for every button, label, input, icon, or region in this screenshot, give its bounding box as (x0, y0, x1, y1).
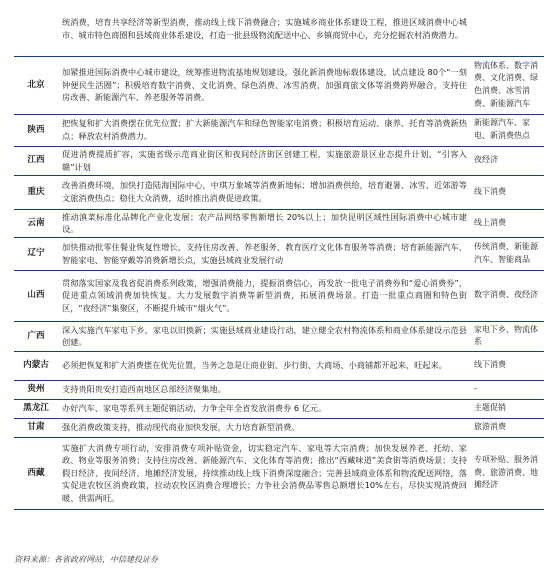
region-cell: 内蒙古 (14, 351, 58, 380)
measure-cell: 强化消费政策支持，推动现代商业加快发展，大力培育新型消费。 (58, 418, 470, 437)
measure-cell: 改善消费环境，加快打造陆海国际中心，中琪万象城等消费新地标；增加消费供给，培育避暑、冰雪、近郊游等文旅消费热点；稳住大众消费，适时推出消费促进政策。 (58, 175, 470, 209)
region-cell: 西藏 (14, 437, 58, 509)
measure-cell: 必须把恢复和扩大消费摆在优先位置，当务之急是让商业街、步行街、大商场、小商铺都开起来、旺起来。 (58, 351, 470, 380)
measure-cell: 实施扩大消费专项行动，安排消费专项补贴资金，切实稳定汽车、家电等大宗消费；加快发展养老、托幼、家政、物业等服务消费；支持住房改善、新能源汽车、文化体育等消费；推出“西藏味道”美食街等消费场景；支持假日经济、夜间经济、地摊经济发展，持续推动线上线下消费深度融合；完善县域商业体系和物流配送网络，落实促进农牧区消费政策，拉动农牧区消费合理增长；力争社会消费品零售总额增长10%左右，尽快实现消费回暖、供需两旺。 (58, 437, 470, 509)
table-row (14, 399, 544, 418)
focus-cell: 主题促销 (470, 399, 544, 418)
measure-cell: 办好汽车、家电等系列主题促销活动，力争全年全省发放消费券 6 亿元。 (58, 399, 470, 418)
focus-cell: 新能源汽车、家电、新消费热点 (470, 114, 544, 146)
measure-cell: 深入实施汽车家电下乡，家电以旧换新；实施县域商业建设行动，建立健全农村物流体系和商业体系建设示范县创建。 (58, 321, 470, 351)
region-cell: 山西 (14, 270, 58, 321)
table-row (14, 209, 544, 237)
region-cell: 北京 (14, 56, 58, 114)
table-row (14, 418, 544, 437)
table-row (14, 114, 544, 146)
region-cell: 甘肃 (14, 418, 58, 437)
region-cell (14, 2, 58, 56)
measure-cell: 促进消费提质扩容，实施省级示范商业街区和夜间经济街区创建工程，实施旅游景区业态提升计划、“引客入赣”计划 (58, 146, 470, 175)
focus-cell: 旅游消费 (470, 418, 544, 437)
table-row (14, 380, 544, 399)
focus-cell: 线上消费 (470, 209, 544, 237)
table-row (14, 437, 544, 509)
focus-cell: 家电下乡、物流体系 (470, 321, 544, 351)
focus-cell: - (470, 380, 544, 399)
focus-cell (470, 2, 544, 56)
measure-cell: 推动滇菜标准化品牌化产业化发展；农产品网络零售额增长 20%以上；加快昆明区域性国际消费中心城市建设。 (58, 209, 470, 237)
focus-cell: 传统消费、新能源汽车、智能商品 (470, 237, 544, 270)
region-cell: 黑龙江 (14, 399, 58, 418)
region-cell: 贵州 (14, 380, 58, 399)
region-cell: 重庆 (14, 175, 58, 209)
table-row (14, 56, 544, 114)
table-row (14, 146, 544, 175)
region-cell: 江西 (14, 146, 58, 175)
table-row (14, 2, 544, 56)
measure-cell: 加紧推进国际消费中心城市建设，统筹推进物流基地规划建设，强化新消费地标载体建设，试点建设 80个“一刻钟便民生活圈”；积极培育数字消费、文化消费、绿色消费、冰雪消费，加强商旅文体等消费跨界融合，支持住房改善、新能源汽车、养老服务等消费。 (58, 56, 470, 114)
source-note: 资料来源：各省政府网站，中信建投证券 (14, 555, 158, 564)
table-row (14, 321, 544, 351)
measure-cell: 贯彻落实国家及我省促消费系列政策，增强消费能力，提振消费信心，再发放一批电子消费券和“爱心消费券”，促进重点领域消费加快恢复。大力发展数字消费等新型消费，拓展消费场景。打造一批重点商圈和特色街区，“夜经济”集聚区，不断提升城市“烟火气”。 (58, 270, 470, 321)
measure-cell: 支持贵阳贵安打造西南地区总部经济聚集地。 (58, 380, 470, 399)
measure-cell: 统消费，培育共享经济等新型消费，推动线上线下消费融合；实施城乡商业体系建设工程，推进区域消费中心城市、城市特色商圈和县域商业体系建设，打造一批县级物流配送中心、乡镇商贸中心，充分挖掘农村消费潜力。 (58, 2, 470, 56)
region-cell: 云南 (14, 209, 58, 237)
region-cell: 陕西 (14, 114, 58, 146)
table-row (14, 237, 544, 270)
focus-cell: 线下消费 (470, 175, 544, 209)
focus-cell: 物流体系、数字消费、文化消费、绿色消费、冰雪消费、新能源汽车 (470, 56, 544, 114)
measure-cell: 把恢复和扩大消费摆在优先位置；扩大新能源汽车和绿色智能家电消费；积极培育运动、康养、托育等消费新热点；释放农村消费潜力。 (58, 114, 470, 146)
table-row (14, 351, 544, 380)
focus-cell: 数字消费、夜经济 (470, 270, 544, 321)
region-cell: 辽宁 (14, 237, 58, 270)
table-row (14, 175, 544, 209)
measure-cell: 加快推动批零住餐业恢复性增长，支持住房改善、养老服务、教育医疗文化体育服务等消费；培育新能源汽车、智能家电、智能穿戴等消费新增长点，实施县域商业发展行动 (58, 237, 470, 270)
focus-cell: 线下消费 (470, 351, 544, 380)
table-row (14, 270, 544, 321)
focus-cell: 夜经济 (470, 146, 544, 175)
focus-cell: 专项补贴、服务消费、旅游消费、地摊经济 (470, 437, 544, 509)
region-cell: 广西 (14, 321, 58, 351)
provincial-consumption-policy-table (14, 2, 544, 510)
